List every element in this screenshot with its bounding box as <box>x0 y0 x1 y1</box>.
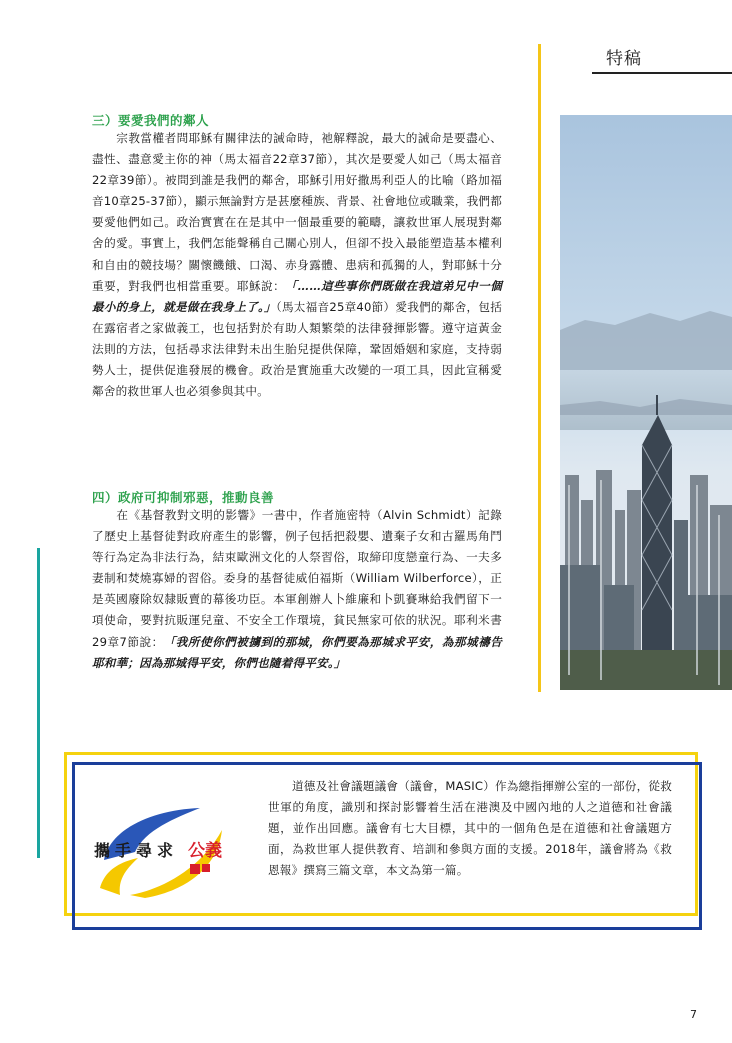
info-box-text <box>268 776 672 881</box>
header-rule <box>592 72 732 74</box>
section-3-text-b: （馬太福音25章40節）愛我們的鄰舍，包括在露宿者之家做義工，也包括對於有助人類繁榮的法律發揮影響。遵守這黃金法則的方法，包括尋求法律對未出生胎兒提供保障，鞏固婚姻和家庭，支持弱勢人士，提供促進發展的機會。政治是實施重大改變的一項工具，因此宣稱愛鄰舍的救世軍人也必須參與其中。 <box>92 299 502 399</box>
logo-text-b: 公義 <box>188 841 222 861</box>
decorative-vertical-line-yellow <box>538 44 541 692</box>
logo-seal-icon <box>190 864 200 874</box>
masic-logo <box>90 790 240 900</box>
section-4-text: 在《基督教對文明的影響》一書中，作者施密特（Alvin Schmidt）記錄了歷史上基督徒對政府產生的影響，例子包括把殺嬰、遺棄子女和古羅馬角鬥等行為定為非法行為，結束歐洲文化的人祭習俗，取締印度戀童行為、一夫多妻制和焚燒寡婦的習俗。委身的基督徒威伯福斯（William Wilberforce），正是英國廢除奴隸販賣的幕後功臣。本軍創辦人卜維廉和卜凱賽琳給我們留下一項使命，要對抗販運兒童、不安全工作環境，貧民無家可依的狀況。耶利米書29章7節說： <box>92 508 502 649</box>
section-3-heading: 三）要愛我們的鄰人 <box>92 113 210 128</box>
section-3-body <box>92 128 502 402</box>
section-4-heading: 四）政府可抑制邪惡，推動良善 <box>92 490 275 505</box>
section-3-quote: 「……這些事你們既做在我這弟兄中一個最小的身上，就是做在我身上了。」 <box>92 278 502 314</box>
logo-text-a: 攜手尋求 <box>94 841 179 860</box>
section-label: 特稿 <box>606 49 642 69</box>
page-number: 7 <box>690 1008 697 1021</box>
section-4-quote: 「我所使你們被擄到的那城，你們要為那城求平安，為那城禱告耶和華；因為那城得平安，你們也隨着得平安。」 <box>92 634 502 670</box>
city-skyline-photo <box>560 115 732 690</box>
section-3-text-a: 宗教當權者問耶穌有關律法的誡命時，祂解釋說，最大的誡命是要盡心、盡性、盡意愛主你的神（馬太福音22章37節），其次是要愛人如己（馬太福音22章39節）。被問到誰是我們的鄰舍，耶穌引用好撒馬利亞人的比喻（路加福音10章25-37節），顯示無論對方是甚麼種族、背景、社會地位或職業，我們都要愛他們如己。政治實實在在是其中一個最重要的範疇，讓救世軍人展現對鄰舍的愛。事實上，我們怎能聲稱自己關心別人，但卻不投入最能塑造基本權利和自由的競技場？關懷饑餓、口渴、赤身露體、患病和孤獨的人，對耶穌十分重要，對我們也相當重要。耶穌說： <box>92 131 502 293</box>
section-4-body <box>92 505 502 674</box>
info-box-body: 道德及社會議題議會（議會，MASIC）作為總指揮辦公室的一部份，從救世軍的角度，識別和探討影響着生活在港澳及中國內地的人之道德和社會議題，並作出回應。議會有七大目標，其中的一個角色是在道德和社會議題方面，為救世軍人提供教育、培訓和參與方面的支援。2018年，議會將為《救恩報》撰寫三篇文章，本文為第一篇。 <box>268 779 672 877</box>
decorative-vertical-line-teal <box>37 548 40 858</box>
